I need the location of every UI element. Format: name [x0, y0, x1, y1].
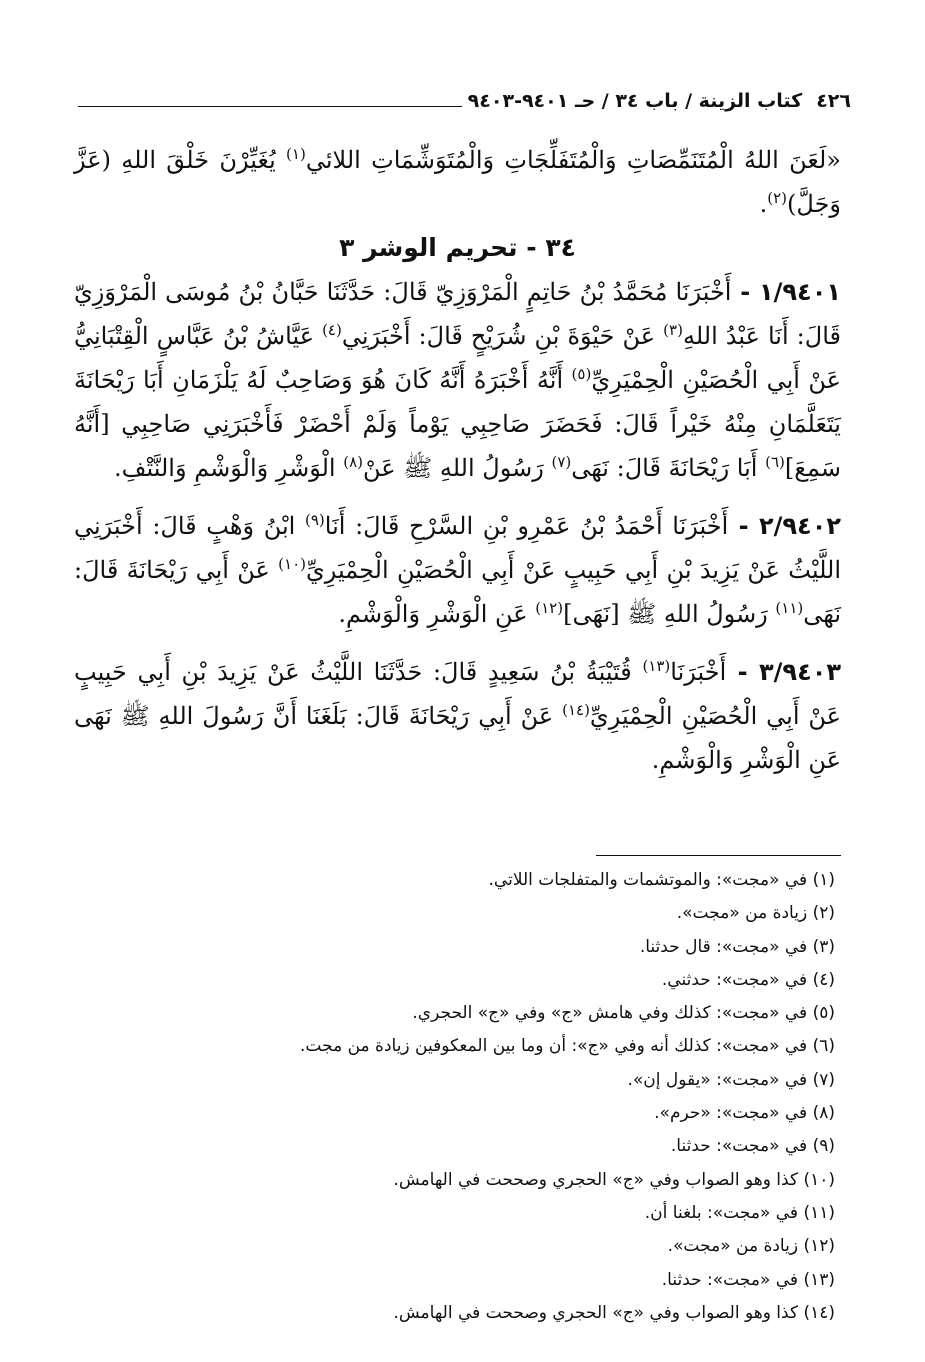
footnote: (٤) في «مجت»: حدثني. — [661, 969, 835, 990]
footnote: (١) في «مجت»: والموتشمات والمتفلجات اللاتي. — [488, 870, 835, 890]
footnote-ref: (٤) — [322, 321, 342, 339]
hadith-text: أَبَا رَيْحَانَةَ قَالَ: نَهَى — [571, 454, 766, 482]
footnote: (١٠) كذا وهو الصواب وفي «ج» الحجري وصححت في الهامش. — [393, 1169, 835, 1190]
footnote-ref: (٧) — [551, 453, 572, 471]
footnote: (١٢) زيادة من «مجت». — [667, 1236, 835, 1257]
hadith-text: رَسُولُ اللهِ ﷺ عَنْ — [363, 454, 552, 482]
intro-text-1: «لَعَنَ اللهُ الْمُتَنَمِّصَاتِ وَالْمُتَفَلِّجَاتِ وَالْمُتَوَشِّمَاتِ اللائي — [305, 146, 841, 174]
footnote-ref: (١٤) — [562, 701, 590, 719]
hadith-number: ٢/٩٤٠٢ - — [728, 512, 841, 540]
footnote-ref: (١١) — [775, 599, 804, 617]
hadith-text: عَنْ أَبِي رَيْحَانَةَ قَالَ: نَهَى — [74, 556, 841, 628]
header-rule — [78, 106, 462, 107]
footnote: (١٣) في «مجت»: حدثنا. — [661, 1269, 835, 1290]
hadith-text: أَخْبَرَنَا — [670, 658, 727, 686]
hadith-text: أَنَّهُ أَخْبَرَهُ أَنَّهُ كَانَ هُوَ وَصَاحِبٌ لَهُ يَلْزَمَانِ أَبَا رَيْحَانَةَ يَتَعَلَّمَانِ مِنْهُ خَيْراً قَالَ: فَحَضَرَ صَاحِبِي يَوْماً وَلَمْ أَحْضَرْ فَأَخْبَرَنِي صَاحِبِي [أَنَّهُ سَمِعَ] — [74, 366, 841, 482]
footnote-ref: (١٠) — [278, 555, 307, 573]
header-title: كتاب الزينة / باب ٣٤ / حـ ٩٤٠١-٩٤٠٣ — [467, 90, 803, 112]
footnote-ref: (٢) — [767, 189, 788, 207]
hadith-text: عَيَّاشُ بْنُ عَبَّاسٍ الْقِتْبَانِيُّ عَنْ أَبِي الْحُصَيْنِ الْحِمْيَرِيِّ — [74, 322, 841, 394]
hadith-9402 — [74, 504, 841, 636]
footnote: (٢) زيادة من «مجت». — [676, 903, 835, 924]
footnote-ref: (١) — [286, 145, 306, 163]
footnote-separator — [596, 855, 841, 856]
footnote: (١١) في «مجت»: بلغنا أن. — [644, 1202, 835, 1223]
footnote: (٥) في «مجت»: كذلك وفي هامش «ج» وفي «ج» الحجري. — [412, 1003, 835, 1024]
hadith-text: عَنِ الْوَشْرِ وَالْوَشْمِ. — [338, 600, 536, 628]
hadith-text: رَسُولُ اللهِ ﷺ [نَهَى] — [563, 600, 776, 628]
hadith-text: عَنْ أَبِي رَيْحَانَةَ قَالَ: بَلَغَنَا أَنَّ رَسُولَ اللهِ ﷺ نَهَى عَنِ الْوَشْرِ وَالْوَشْمِ. — [74, 702, 841, 774]
hadith-number: ١/٩٤٠١ - — [731, 278, 841, 306]
hadith-text: عَنْ حَيْوَةَ بْنِ شُرَيْحٍ قَالَ: أَخْبَرَنِي — [341, 322, 664, 350]
page-number: ٤٢٦ — [816, 90, 851, 112]
hadith-text: ابْنُ وَهْبٍ قَالَ: أَخْبَرَنِي اللَّيْثُ عَنْ يَزِيدَ بْنِ أَبِي حَبِيبٍ عَنْ أَبِي الْحُصَيْنِ الْحِمْيَرِيِّ — [74, 512, 841, 584]
running-header — [72, 86, 851, 116]
footnote: (١٤) كذا وهو الصواب وفي «ج» الحجري وصححت في الهامش. — [393, 1302, 835, 1323]
footnote-ref: (٣) — [663, 321, 683, 339]
main-text — [74, 138, 841, 782]
footnote-ref: (٦) — [765, 453, 785, 471]
hadith-number: ٣/٩٤٠٣ - — [726, 658, 842, 686]
footnote: (٦) في «مجت»: كذلك أنه وفي «ج»: أن وما بين المعكوفين زيادة من مجت. — [300, 1036, 835, 1057]
footnotes — [74, 864, 835, 1330]
footnote: (٧) في «مجت»: «يقول إن». — [627, 1069, 835, 1090]
hadith-9401 — [74, 270, 841, 490]
footnote-ref: (٩) — [305, 511, 325, 529]
hadith-text: أَخْبَرَنَا أَحْمَدُ بْنُ عَمْرِو بْنِ السَّرْحِ قَالَ: أَنَا — [324, 512, 729, 540]
footnote: (٩) في «مجت»: حدثنا. — [670, 1136, 835, 1157]
footnote-ref: (٥) — [571, 365, 592, 383]
footnote-ref: (١٣) — [642, 657, 671, 675]
hadith-text: أَخْبَرَنَا مُحَمَّدُ بْنُ حَاتِمٍ الْمَرْوَزِيّ قَالَ: حَدَّثَنَا حَبَّانُ بْنُ مُوسَى الْمَرْوَزِيّ قَالَ: أَنَا عَبْدُ اللهِ — [74, 278, 841, 350]
hadith-9403 — [74, 650, 841, 782]
footnote: (٨) في «مجت»: «حرم». — [654, 1103, 835, 1124]
hadith-text: قُتَيْبَةُ بْنُ سَعِيدٍ قَالَ: حَدَّثَنَا اللَّيْثُ عَنْ يَزِيدَ بْنِ أَبِي حَبِيبٍ عَنْ أَبِي الْحُصَيْنِ الْحِمْيَرِيِّ — [74, 658, 842, 730]
footnote-ref: (١٢) — [535, 599, 564, 617]
footnote-ref: (٨) — [343, 453, 364, 471]
intro-end: . — [759, 190, 768, 218]
footnote: (٣) في «مجت»: قال حدثنا. — [639, 936, 835, 957]
intro-paragraph — [74, 138, 841, 226]
hadith-text: الْوَشْرِ وَالْوَشْمِ وَالنَّتْفِ. — [114, 454, 344, 482]
intro-text-2: يُغَيِّرْنَ خَلْقَ اللهِ (عَزَّ وَجَلَّ) — [74, 146, 841, 218]
section-title: ٣٤ - تحريم الوشر ٣ — [339, 233, 576, 262]
